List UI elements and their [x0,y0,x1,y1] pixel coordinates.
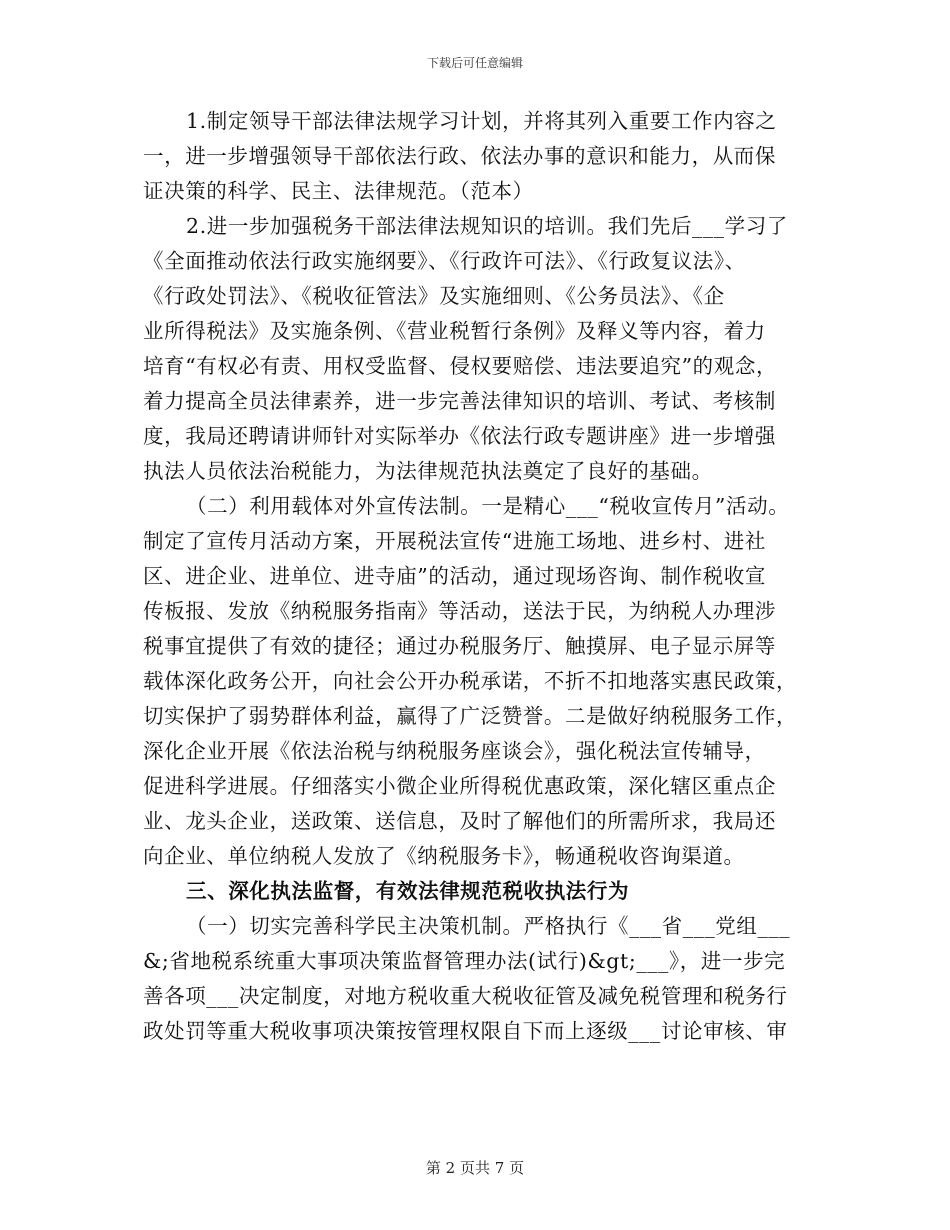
body-line-7: 业所得税法》及实施条例、《营业税暂行条例》及释义等内容，着力 [143,319,766,343]
body-line-19: 深化企业开展《依法治税与纳税服务座谈会》，强化税法宣传辅导， [143,739,766,763]
body-line-4: 2.进一步加强税务干部法律法规知识的培训。我们先后___学习了 [186,214,788,238]
body-line-3: 证决策的科学、民主、法律规范。（范本） [143,179,534,203]
body-line-14: 区、进企业、进单位、进寺庙”的活动，通过现场咨询、制作税收宣 [143,564,766,588]
body-line-22: 向企业、单位纳税人发放了《纳税服务卡》，畅通税收咨询渠道。 [143,844,745,868]
body-line-2: 一，进一步增强领导干部依法行政、依法办事的意识和能力，从而保 [143,144,776,168]
page-number-footer: 第 2 页共 7 页 [425,1159,525,1177]
body-line-11: 执法人员依法治税能力，为法律规范执法奠定了良好的基础。 [143,459,713,483]
body-line-18: 切实保护了弱势群体利益，赢得了广泛赞誉。二是做好纳税服务工作， [143,704,798,728]
body-line-6: 《行政处罚法》、《税收征管法》及实施细则、《公务员法》、《企 [143,284,725,308]
body-line-1: 1.制定领导干部法律法规学习计划，并将其列入重要工作内容之 [186,109,777,133]
section-heading: 三、深化执法监督，有效法律规范税收执法行为 [186,879,630,903]
body-line-13: 制定了宣传月活动方案，开展税法宣传“进施工场地、进乡村、进社 [143,529,766,553]
body-line-26: 善各项___决定制度，对地方税收重大税收征管及减免税管理和税务行 [143,984,788,1008]
body-line-17: 载体深化政务公开，向社会公开办税承诺，不折不扣地落实惠民政策， [143,669,798,693]
page-header-note: 下载后可任意编辑 [426,56,523,70]
body-line-15: 传板报、发放《纳税服务指南》等活动，送法于民，为纳税人办理涉 [143,599,776,623]
body-line-20: 促进科学进展。仔细落实小微企业所得税优惠政策，深化辖区重点企 [143,774,776,798]
body-line-16: 税事宜提供了有效的捷径；通过办税服务厅、触摸屏、电子显示屏等 [143,634,776,658]
body-line-8: 培育“有权必有责、用权受监督、侵权要赔偿、违法要追究”的观念， [143,354,778,378]
body-line-27: 政处罚等重大税收事项决策按管理权限自下而上逐级___讨论审核、审 [143,1019,788,1043]
body-line-10: 度，我局还聘请讲师针对实际举办《依法行政专题讲座》进一步增强 [143,424,776,448]
body-line-5: 《全面推动依法行政实施纲要》、《行政许可法》、《行政复议法》、 [143,249,746,273]
body-line-24: （一）切实完善科学民主决策机制。严格执行《___省___党组___ [186,914,791,938]
body-line-25: &;省地税系统重大事项决策监督管理办法(试行)&gt;___》，进一步完 [143,949,786,973]
body-line-21: 业、龙头企业，送政策、送信息，及时了解他们的所需所求，我局还 [143,809,776,833]
body-line-12: （二）利用载体对外宣传法制。一是精心___“税收宣传月”活动。 [186,494,790,518]
body-line-9: 着力提高全员法律素养，进一步完善法律知识的培训、考试、考核制 [143,389,776,413]
